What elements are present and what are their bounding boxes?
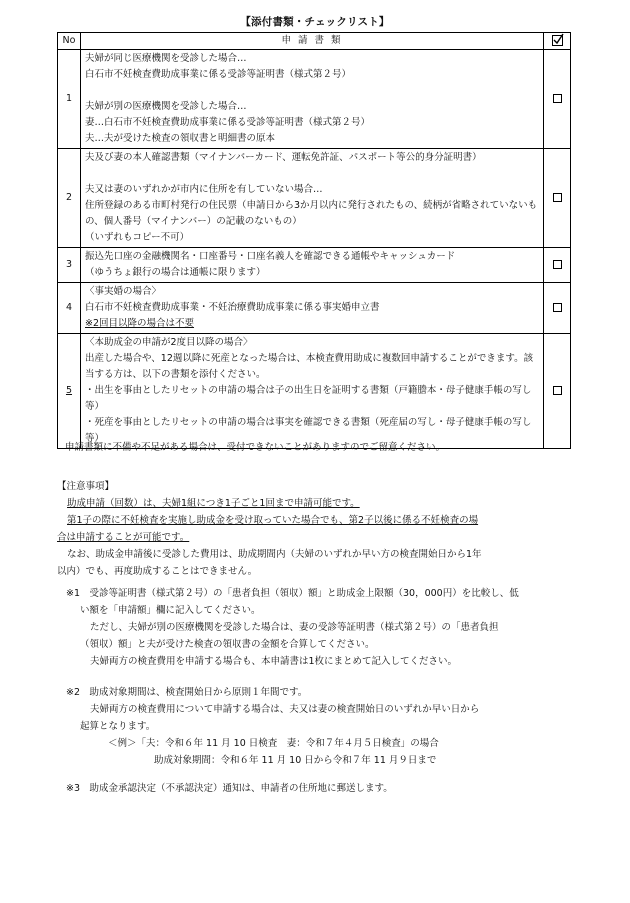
row-documents [81,248,544,283]
header-documents: 申 請 書 類 [81,33,544,50]
notes-paragraph: なお、助成金申請後に受診した費用は、助成期間内（夫婦のいずれか早い方の検査開始日から1年 [67,549,482,560]
table-note: 申請書類に不備や不足がある場合は、受付できないことがありますのでご留意ください。 [65,442,446,453]
blank-line [85,83,540,99]
remark-3 [66,780,393,797]
notes-paragraph: 以内）でも、再度助成することはできません。 [57,566,258,577]
doc-line: 〈本助成金の申請が2度目以降の場合〉 [85,337,253,348]
checklist-table [57,32,571,449]
remark-line: い額を「申請額」欄に記入してください。 [80,605,261,616]
checkbox-icon[interactable] [553,260,562,269]
row-number [58,334,81,449]
table-row [58,248,571,283]
doc-line: 夫…夫が受けた検査の領収書と明細書の原本 [85,133,276,144]
notes-heading: 【注意事項】 [57,481,115,492]
row-number: 4 [58,283,81,334]
doc-line: 白石市不妊検査費助成事業・不妊治療費助成事業に係る事実婚申立書 [85,302,380,313]
table-row [58,149,571,248]
notes-paragraph: 合は申請することが可能です。 [57,532,190,543]
doc-line: ・出生を事由としたリセットの申請の場合は子の出生日を証明する書類（戸籍謄本・母子健康手帳の写し等） [85,385,532,412]
row-documents [81,283,544,334]
blank-line [85,166,540,182]
doc-line: 妻…白石市不妊検査費助成事業に係る受診等証明書（様式第２号） [85,117,371,128]
remark-line: 夫婦両方の検査費用について申請する場合は、夫又は妻の検査開始日のいずれか早い日から [90,704,480,715]
doc-line: （ゆうちょ銀行の場合は通帳に限ります） [85,267,266,278]
table-row [58,283,571,334]
remark-line: ただし、夫婦が別の医療機関を受診した場合は、妻の受診等証明書（様式第２号）の「患者負担 [90,622,499,633]
notes-paragraph: 第1子の際に不妊検査を実施し助成金を受け取っていた場合でも、第2子以後に係る不妊検査の場 [67,515,479,526]
row-checkbox[interactable] [544,334,571,449]
row-checkbox[interactable] [544,248,571,283]
page-title: 【添付書類・チェックリスト】 [240,16,390,28]
table-row [58,334,571,449]
notes-section [57,478,482,580]
checkbox-icon[interactable] [553,386,562,395]
row-number-text: 5 [65,385,73,396]
doc-line: ※2回目以降の場合は不要 [85,318,195,329]
remark-line: （領収）額」と夫が受けた検査の領収書の金額を合算してください。 [80,639,375,650]
doc-line: 振込先口座の金融機関名・口座番号・口座名義人を確認できる通帳やキャッシュカード [85,251,456,262]
header-no: No [58,33,81,50]
row-documents [81,149,544,248]
doc-line: 夫及び妻の本人確認書類（マイナンバーカード、運転免許証、パスポート等公的身分証明書） [85,152,482,163]
doc-line: 夫婦が別の医療機関を受診した場合… [85,101,247,112]
table-row [58,50,571,149]
checkbox-icon[interactable] [553,94,562,103]
doc-line: 出産した場合や、12週以降に死産となった場合は、本検査費用助成に複数回申請することができます。該当する方は、以下の書類を添付ください。 [85,353,534,380]
checkbox-icon[interactable] [553,303,562,312]
remark-1 [66,585,519,670]
remark-line: ※1 受診等証明書（様式第２号）の「患者負担（領収）額」と助成金上限額（30，000円）を比較し、低 [66,588,519,599]
row-checkbox[interactable] [544,149,571,248]
doc-line: 〈事実婚の場合〉 [85,286,162,297]
row-number: 2 [58,149,81,248]
notes-paragraph: 助成申請（回数）は、夫婦1組につき1子ごと1回まで申請可能です。 [67,498,360,509]
row-checkbox[interactable] [544,50,571,149]
example-line: ＜例＞「夫：令和６年 11 月 10 日検査 妻：令和７年４月５日検査」の場合 [108,738,439,749]
remark-line: ※2 助成対象期間は、検査開始日から原則１年間です。 [66,687,308,698]
remark-line: 起算となります。 [80,721,156,732]
row-number: 3 [58,248,81,283]
checkbox-icon[interactable] [553,193,562,202]
row-documents [81,334,544,449]
remark-line: 夫婦両方の検査費用を申請する場合も、本申請書は1枚にまとめて記入してください。 [90,656,458,667]
doc-line: ・死産を事由としたリセットの申請の場合は事実を確認できる書類（死産届の写し・母子健康手帳の写し等） [85,417,532,444]
table-header-row [58,33,571,50]
doc-line: 白石市不妊検査費助成事業に係る受診等証明書（様式第２号） [85,69,352,80]
row-documents [81,50,544,149]
example-line: 助成対象期間：令和６年 11 月 10 日から令和７年 11 月９日まで [154,755,437,766]
row-number: 1 [58,50,81,149]
row-checkbox[interactable] [544,283,571,334]
remark-2 [66,684,479,769]
header-check [544,33,571,50]
checkbox-checked-icon [552,35,563,46]
doc-line: 夫又は妻のいずれかが市内に住所を有していない場合… [85,184,323,195]
remark-line: ※3 助成金承認決定（不承認決定）通知は、申請者の住所地に郵送します。 [66,783,393,794]
doc-line: 住所登録のある市町村発行の住民票（申請日から3か月以内に発行されたもの、続柄が省略されていないもの、個人番号（マイナンバー）の記載のないもの） [85,200,538,227]
doc-line: （いずれもコピー不可） [85,232,190,243]
doc-line: 夫婦が同じ医療機関を受診した場合… [85,53,247,64]
